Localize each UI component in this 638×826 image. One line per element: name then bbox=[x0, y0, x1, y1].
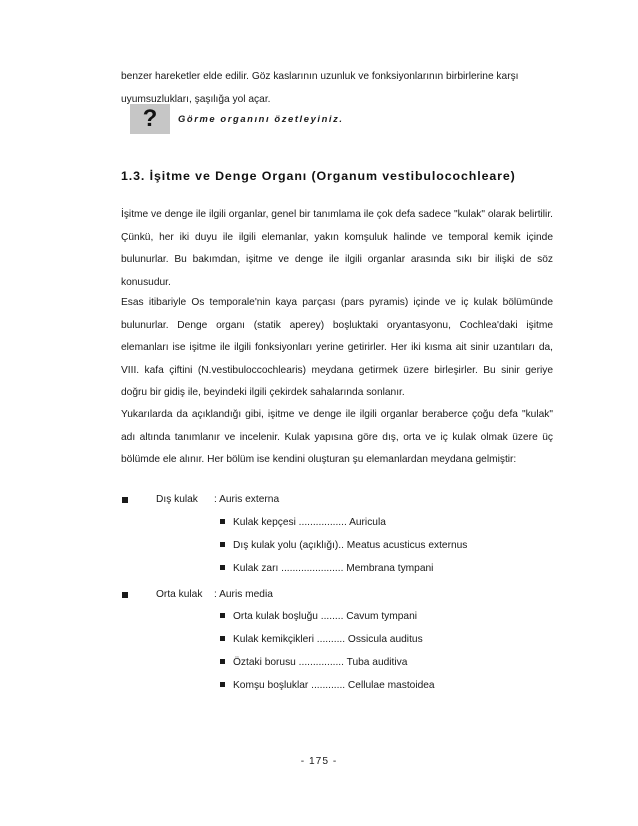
section-term: Dış kulak bbox=[156, 494, 198, 505]
section-latin: : Auris media bbox=[214, 589, 273, 600]
list-item-text: Öztaki borusu ................ Tuba auditiva bbox=[233, 657, 408, 668]
question-text: Görme organını özetleyiniz. bbox=[178, 113, 344, 124]
intro-paragraph bbox=[121, 66, 553, 111]
intro-line-2: uyumsuzlukları, şaşılığa yol açar. bbox=[121, 93, 271, 105]
square-bullet-icon bbox=[122, 497, 128, 503]
section-heading: 1.3. İşitme ve Denge Organı (Organum vestibulocochleare) bbox=[121, 169, 516, 183]
square-bullet-icon bbox=[220, 682, 225, 687]
paragraph-1: İşitme ve denge ile ilgili organlar, genel bir tanımlama ile çok defa sadece "kulak" olarak belirtilir. Çünkü, her iki duyu ile ilgili elemanlar, yakın komşuluk halinde ve temporal kemik içinde bulunurlar. Bu bakımdan, işitme ve denge ile ilgili organlar arasında sıkı bir ilişki de söz konusudur. bbox=[121, 209, 553, 288]
list-item bbox=[220, 516, 520, 530]
list-item-text: Komşu boşluklar ............ Cellulae mastoidea bbox=[233, 680, 435, 691]
list-item-text: Dış kulak yolu (açıklığı).. Meatus acusticus externus bbox=[233, 540, 468, 551]
section-term: Orta kulak bbox=[156, 589, 203, 600]
square-bullet-icon bbox=[220, 565, 225, 570]
square-bullet-icon bbox=[220, 636, 225, 641]
question-mark-icon: ? bbox=[142, 105, 158, 132]
list-item-text: Kulak zarı ...................... Membrana tympani bbox=[233, 563, 434, 574]
square-bullet-icon bbox=[122, 592, 128, 598]
list-item bbox=[220, 656, 520, 670]
section-latin: : Auris externa bbox=[214, 494, 280, 505]
square-bullet-icon bbox=[220, 519, 225, 524]
intro-line-1: benzer hareketler elde edilir. Göz kaslarının uzunluk ve fonksiyonlarının birbirlerine karşı bbox=[121, 71, 519, 82]
page-number: - 175 - bbox=[300, 756, 338, 767]
paragraph-2: Esas itibariyle Os temporale'nin kaya parçası (pars pyramis) içinde ve iç kulak bölümünde bulunurlar. Denge organı (statik aperey) boşluktaki oryantasyonu, Cochlea'daki işitme elemanları ise işitme ile ilgili fonksiyonları yerine getirirler. Her iki kısma ait sinir uzantıları da, VIII. kafa çiftini (N.vestibuloccochlearis) meydana getirmek üzere birleşirler. Bu sinir geriye doğru bir gidiş ile, beyindeki ilgili çekirdek sahalarında sonlanır. bbox=[121, 297, 553, 398]
square-bullet-icon bbox=[220, 542, 225, 547]
list-item-text: Kulak kepçesi ................. Auricula bbox=[233, 517, 386, 528]
square-bullet-icon bbox=[220, 613, 225, 618]
list-item bbox=[220, 539, 520, 553]
square-bullet-icon bbox=[220, 659, 225, 664]
paragraph-3: Yukarılarda da açıklandığı gibi, işitme ve denge ile ilgili organlar beraberce çoğu defa "kulak" adı altında tanımlanır ve incelenir. Kulak yapısına göre dış, orta ve iç kulak olmak üzere üç bölümde ele alınır. Her bölüm ise kendini oluşturan şu elemanlardan meydana gelmiştir: bbox=[121, 409, 553, 465]
list-item-text: Kulak kemikçikleri .......... Ossicula auditus bbox=[233, 634, 423, 645]
list-item-text: Orta kulak boşluğu ........ Cavum tympani bbox=[233, 611, 418, 622]
question-icon-box bbox=[130, 104, 170, 134]
list-item bbox=[220, 679, 520, 693]
list-item bbox=[220, 562, 520, 576]
list-item bbox=[220, 633, 520, 647]
list-item bbox=[220, 610, 520, 624]
